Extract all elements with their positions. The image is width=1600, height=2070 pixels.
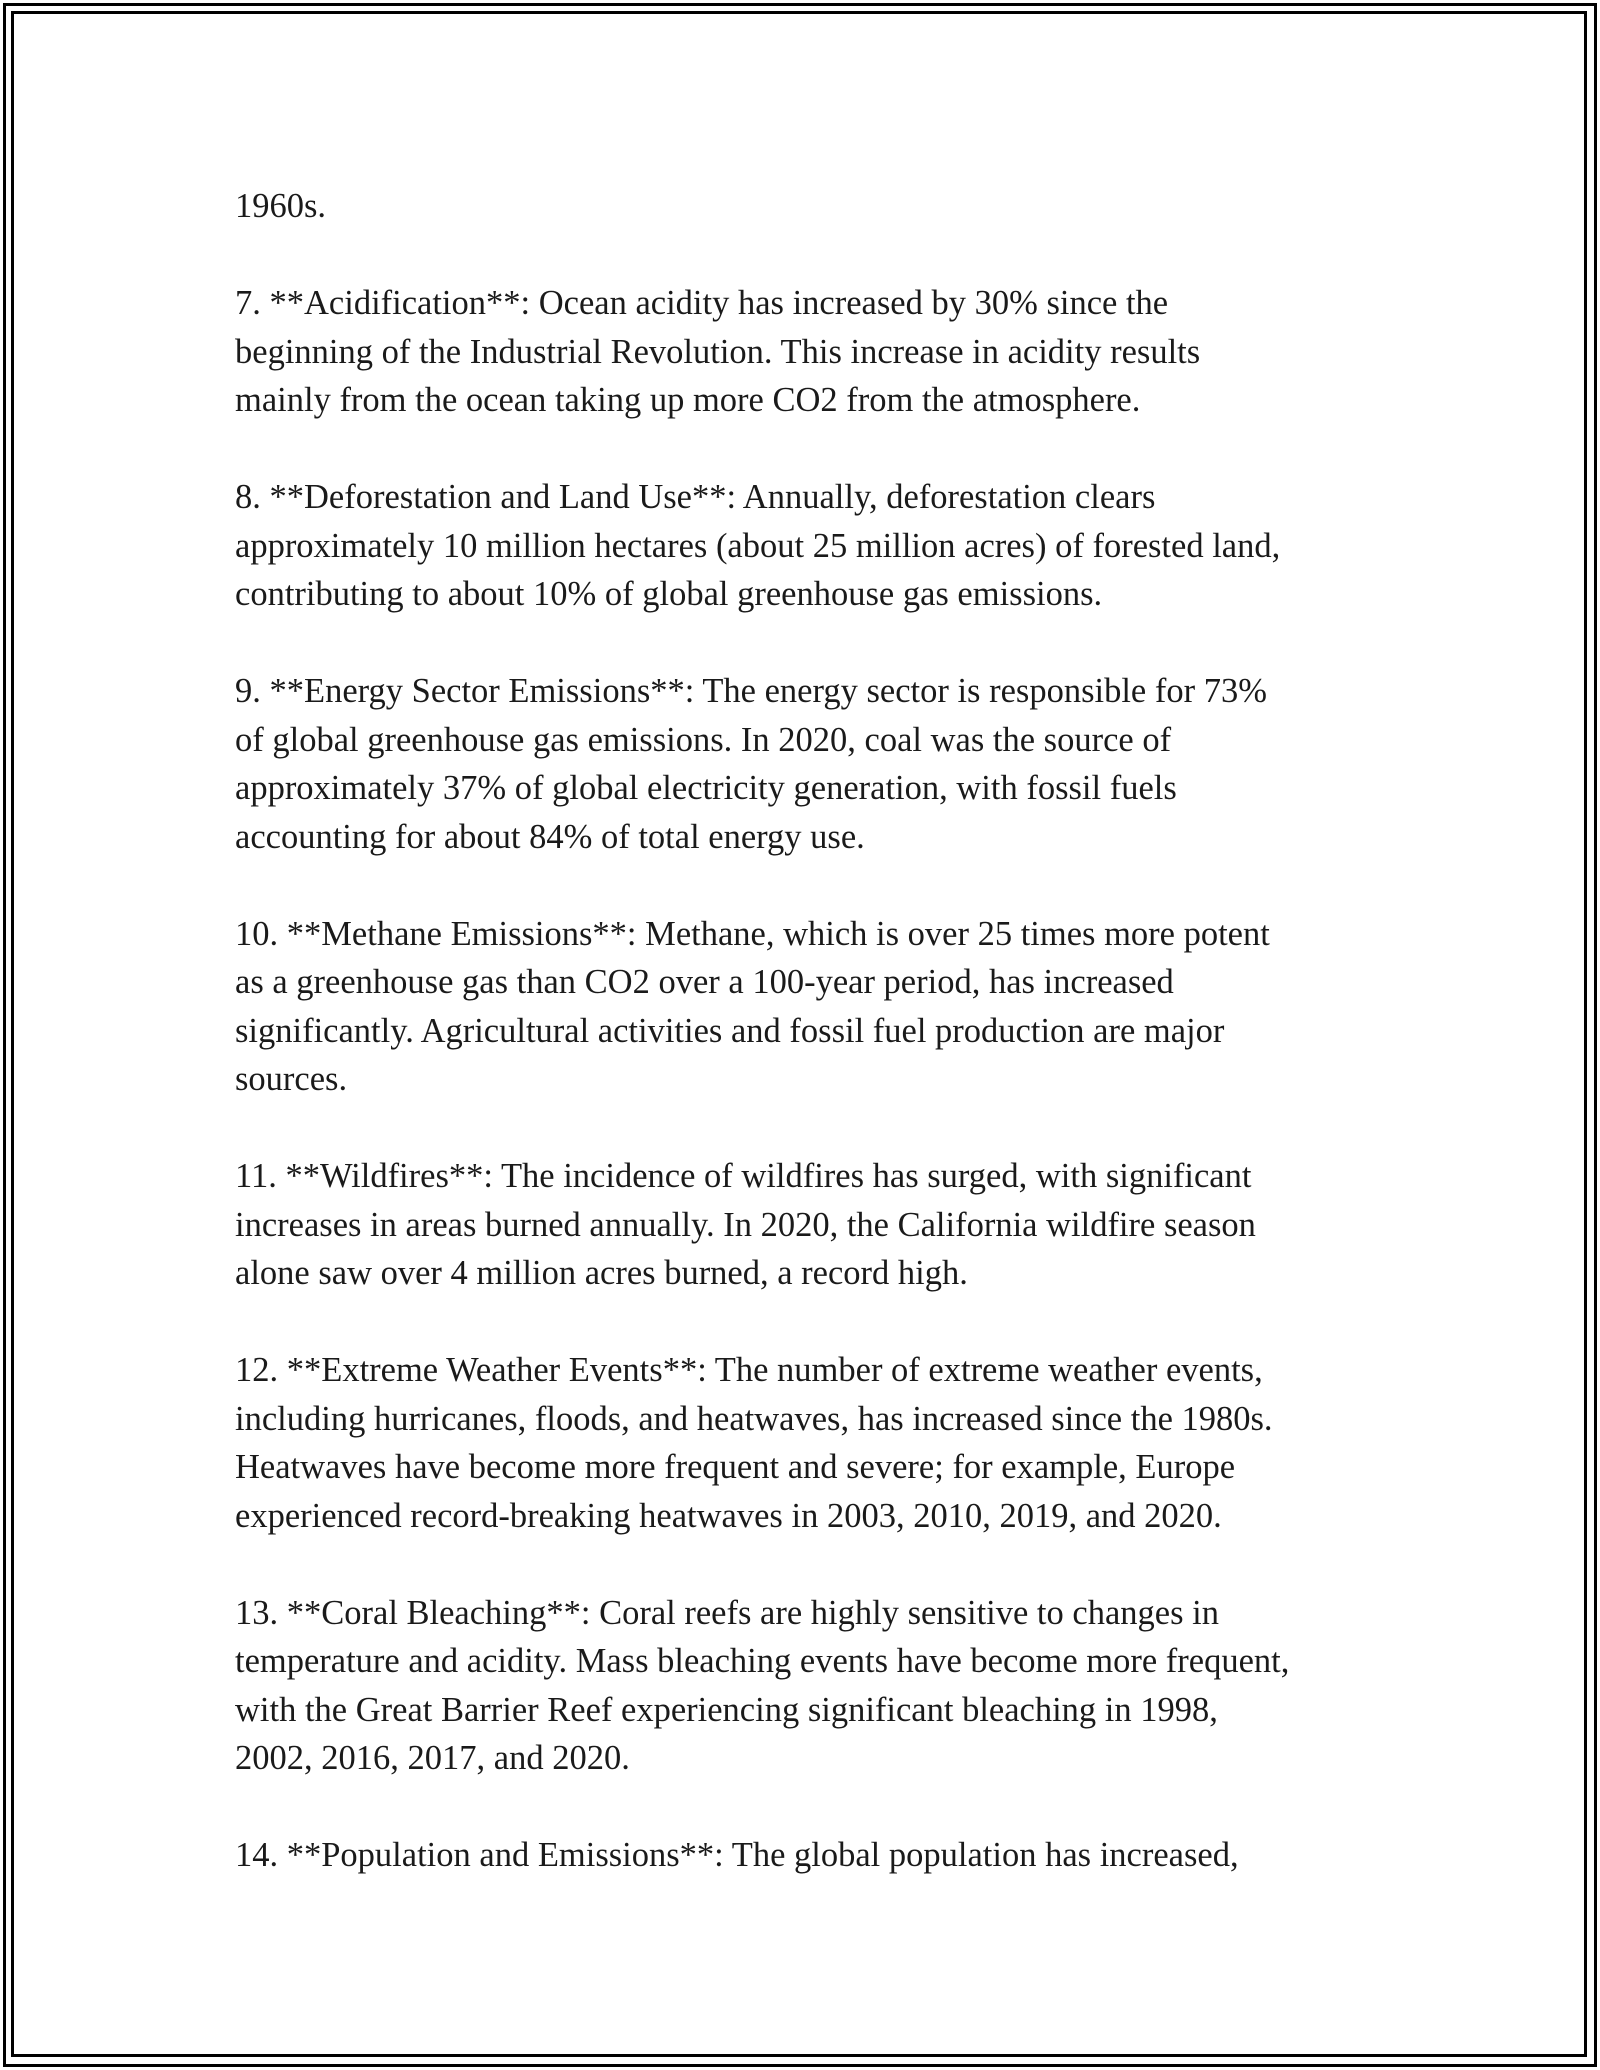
paragraph-acidification: 7. **Acidification**: Ocean acidity has increased by 30% since the beginning of the Industrial Revolution. This increase in acidity results mainly from the ocean taking up more CO2 from the atmosphere. [235,284,1201,419]
paragraph-continuation: 1960s. [235,187,327,225]
paragraph-coral-bleaching: 13. **Coral Bleaching**: Coral reefs are highly sensitive to changes in temperature and acidity. Mass bleaching events have become more frequent, with the Great Barrier Reef experiencing significant bleaching in 1998, 2002, 2016, 2017, and 2020. [235,1593,1290,1777]
paragraph-deforestation: 8. **Deforestation and Land Use**: Annually, deforestation clears approximately 10 million hectares (about 25 million acres) of forested land, contributing to about 10% of global greenhouse gas emissions. [235,478,1281,613]
paragraph-extreme-weather: 12. **Extreme Weather Events**: The number of extreme weather events, including hurricanes, floods, and heatwaves, has increased since the 1980s. Heatwaves have become more frequent and severe; for example, Europe experienced record-breaking heatwaves in 2003, 2010, 2019, and 2020. [235,1351,1273,1535]
document-body [235,182,1385,1928]
paragraph-population: 14. **Population and Emissions**: The global population has increased, [235,1836,1239,1874]
paragraph-energy-sector: 9. **Energy Sector Emissions**: The energy sector is responsible for 73% of global greenhouse gas emissions. In 2020, coal was the source of approximately 37% of global electricity generation, with fossil fuels accounting for about 84% of total energy use. [235,672,1267,856]
paragraph-wildfires: 11. **Wildfires**: The incidence of wildfires has surged, with significant increases in areas burned annually. In 2020, the California wildfire season alone saw over 4 million acres burned, a record high. [235,1157,1256,1292]
paragraph-methane: 10. **Methane Emissions**: Methane, which is over 25 times more potent as a greenhouse gas than CO2 over a 100-year period, has increased significantly. Agricultural activities and fossil fuel production are major sources. [235,914,1270,1098]
